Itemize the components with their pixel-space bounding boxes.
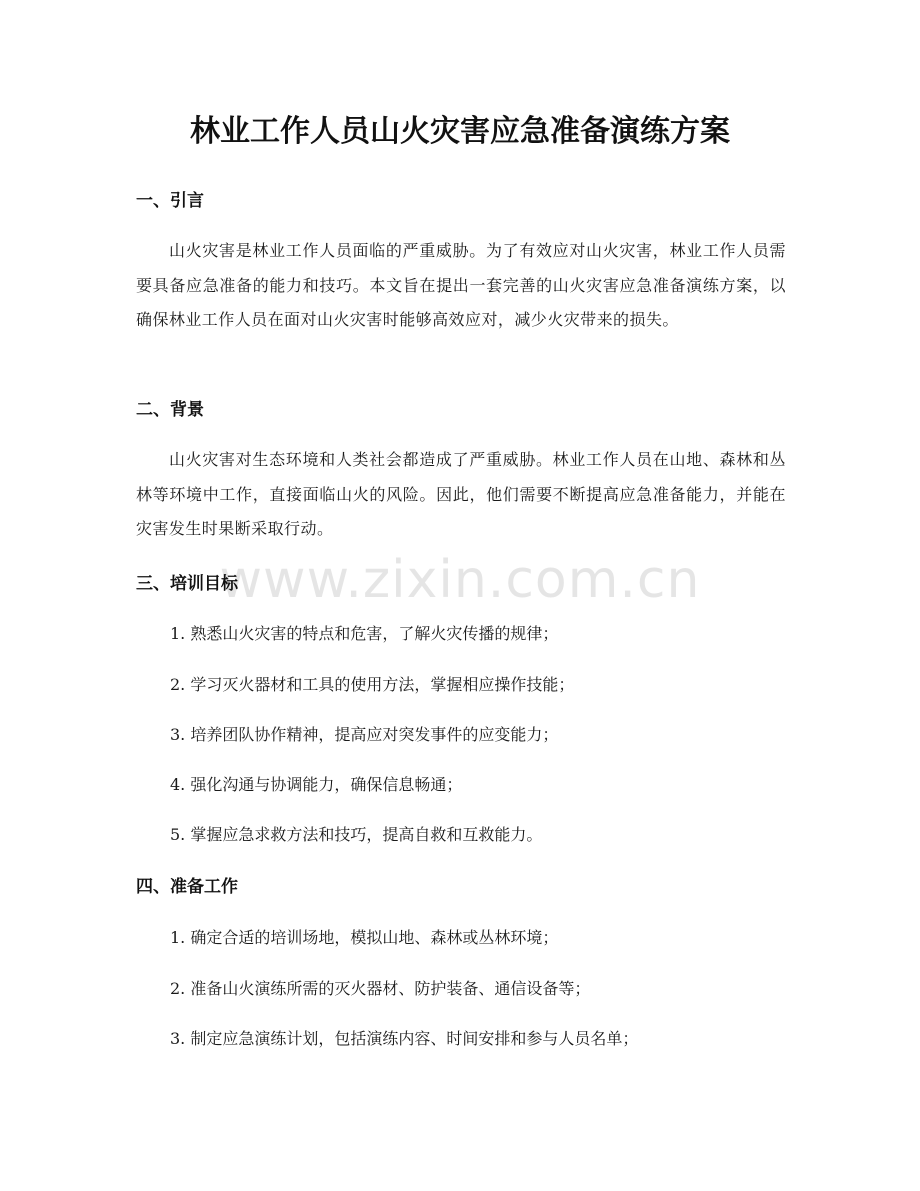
list-item: 5. 掌握应急求救方法和技巧，提高自救和互救能力。 xyxy=(170,825,543,844)
watermark: www.zixin.com.cn xyxy=(219,550,701,610)
section-heading-training-goals: 三、培训目标 xyxy=(136,574,238,594)
list-item: 1. 熟悉山火灾害的特点和危害，了解火灾传播的规律； xyxy=(170,624,559,643)
section-paragraph-background: 山火灾害对生态环境和人类社会都造成了严重威胁。林业工作人员在山地、森林和丛林等环境中工作，直接面临山火的风险。因此，他们需要不断提高应急准备能力，并能在灾害发生时果断采取行动。 xyxy=(136,450,786,538)
section-heading-intro: 一、引言 xyxy=(136,191,204,211)
list-item: 1. 确定合适的培训场地，模拟山地、森林或丛林环境； xyxy=(170,928,559,947)
list-item: 2. 准备山火演练所需的灭火器材、防护装备、通信设备等； xyxy=(170,979,591,998)
section-heading-background: 二、背景 xyxy=(136,400,204,420)
list-item: 4. 强化沟通与协调能力，确保信息畅通； xyxy=(170,775,463,794)
list-item: 3. 培养团队协作精神，提高应对突发事件的应变能力； xyxy=(170,725,559,744)
list-item: 2. 学习灭火器材和工具的使用方法，掌握相应操作技能； xyxy=(170,675,575,694)
section-heading-preparation: 四、准备工作 xyxy=(136,877,238,897)
section-paragraph-intro: 山火灾害是林业工作人员面临的严重威胁。为了有效应对山火灾害，林业工作人员需要具备应急准备的能力和技巧。本文旨在提出一套完善的山火灾害应急准备演练方案，以确保林业工作人员在面对山火灾害时能够高效应对，减少火灾带来的损失。 xyxy=(136,241,786,329)
list-item: 3. 制定应急演练计划，包括演练内容、时间安排和参与人员名单； xyxy=(170,1029,639,1048)
document-title: 林业工作人员山火灾害应急准备演练方案 xyxy=(190,114,730,149)
